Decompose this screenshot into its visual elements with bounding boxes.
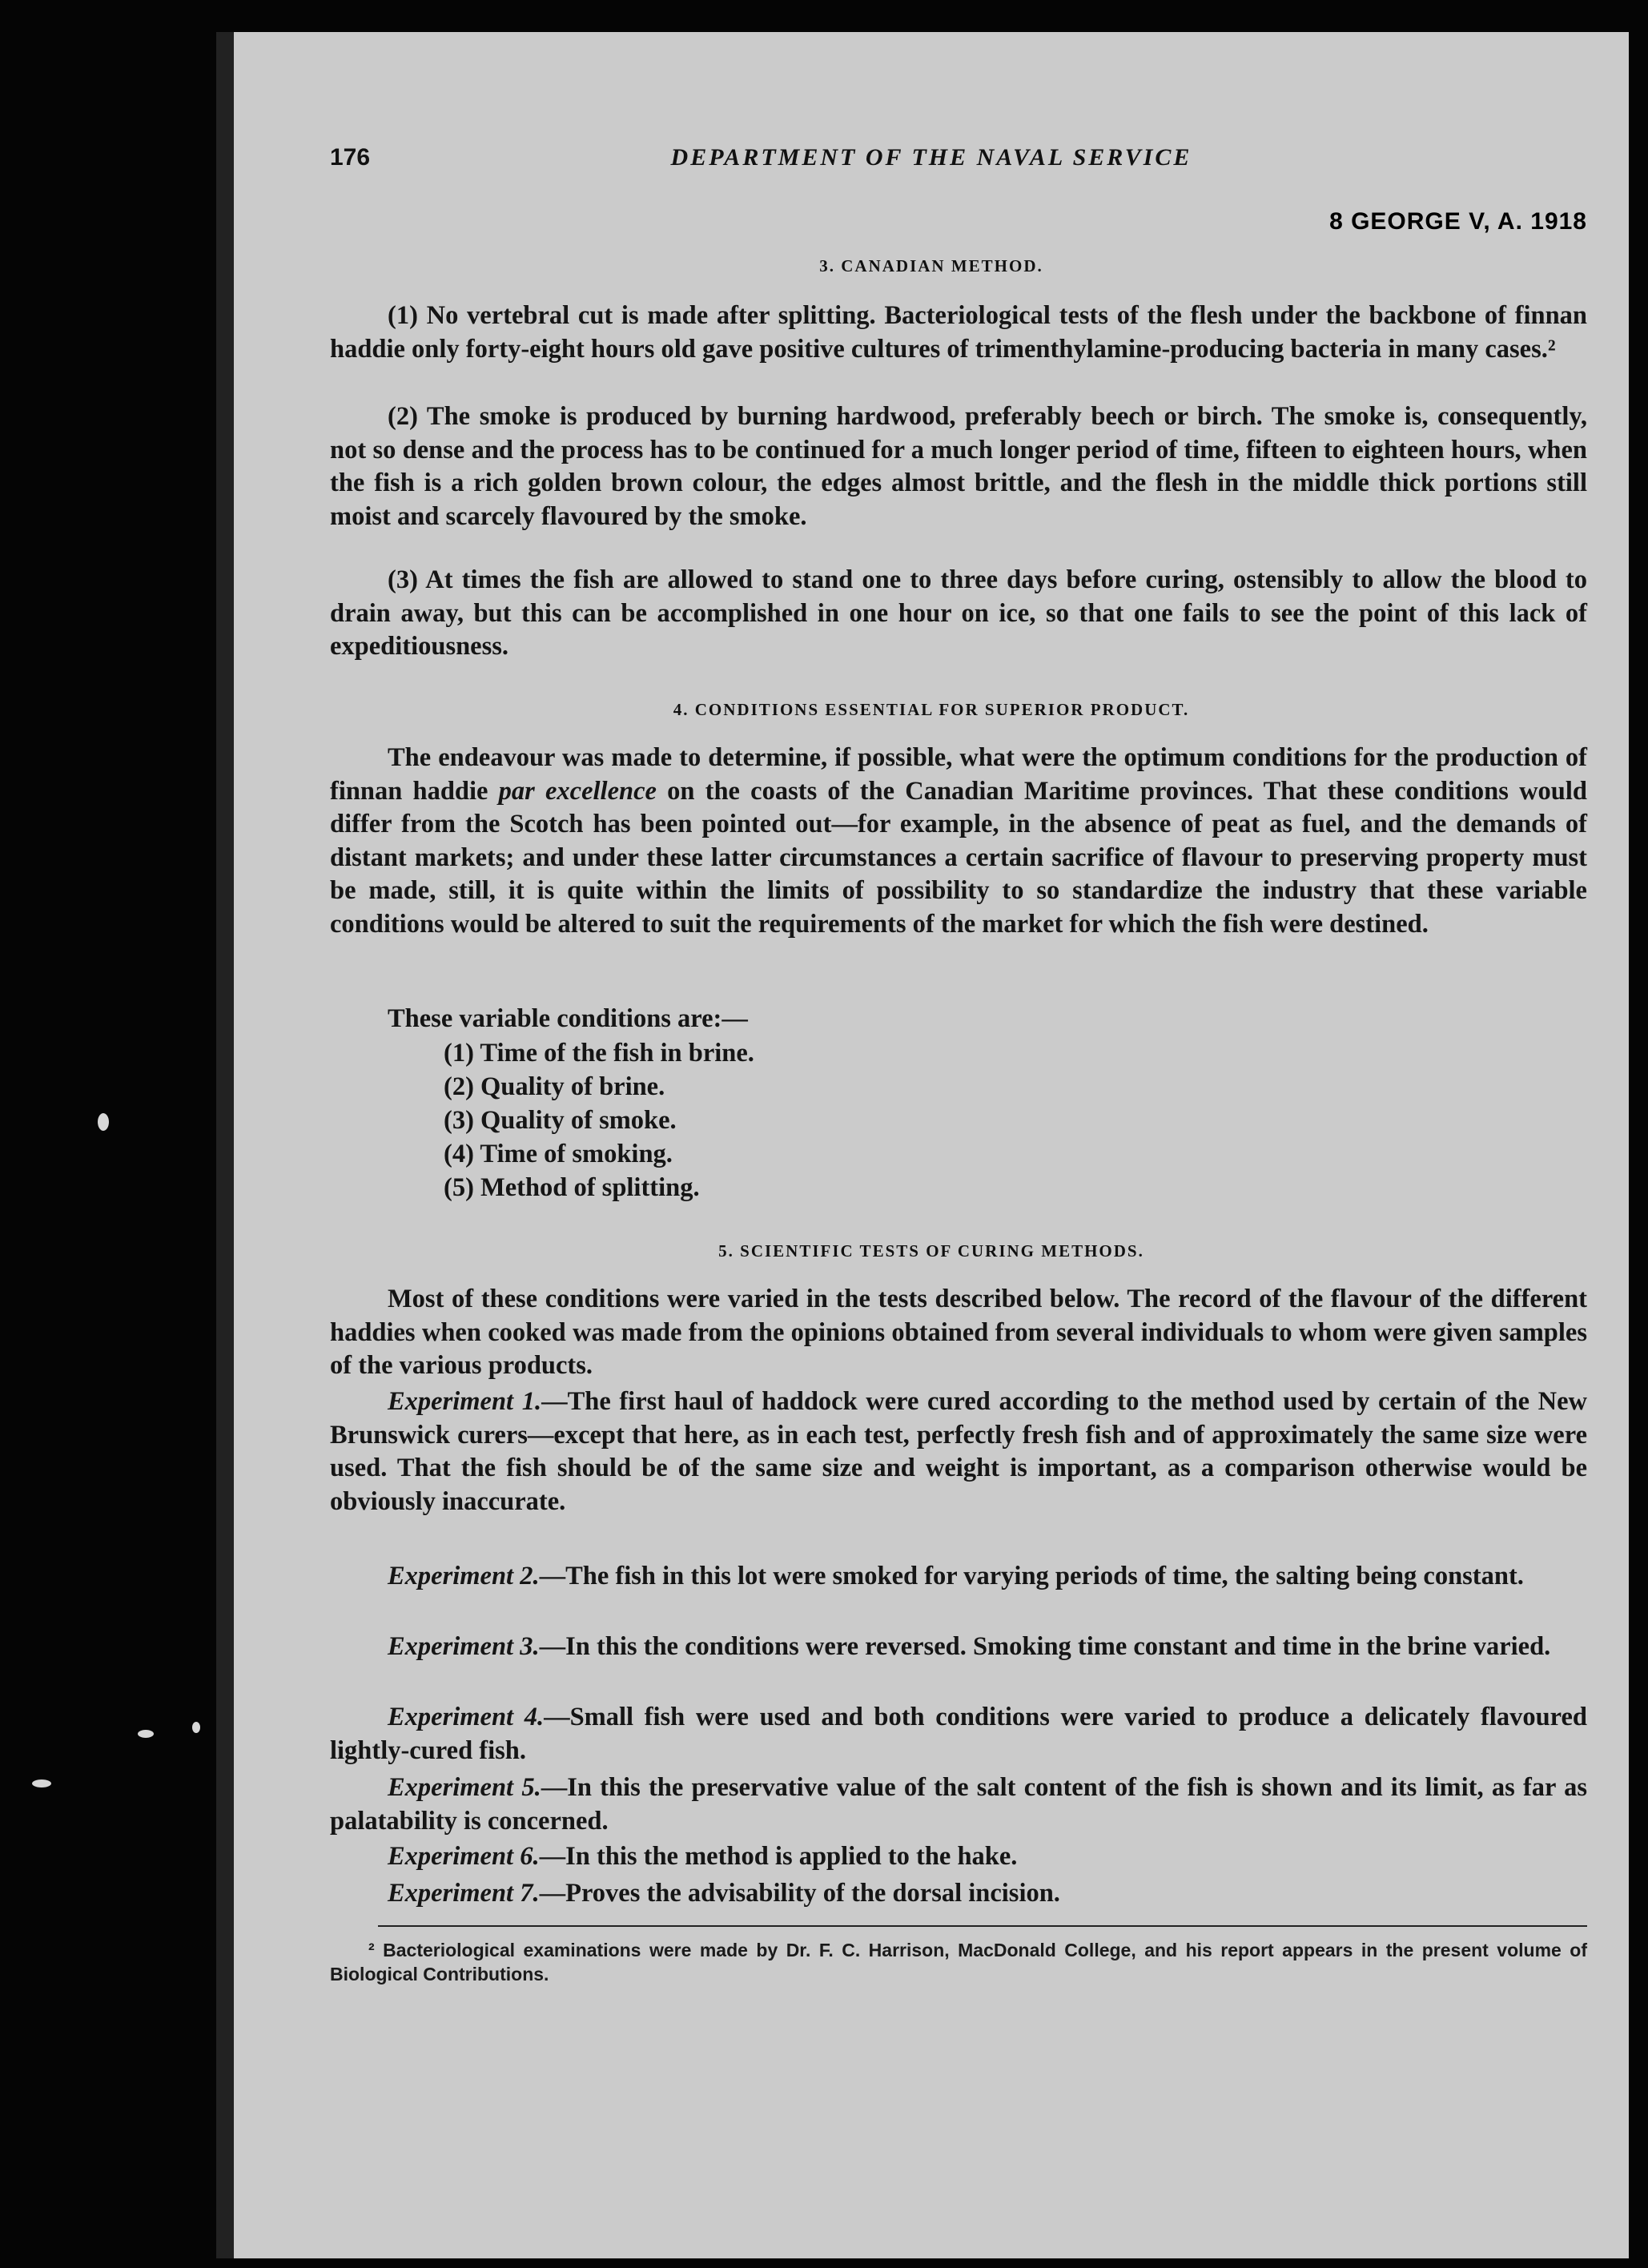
running-head: DEPARTMENT OF THE NAVAL SERVICE — [670, 144, 1192, 171]
paragraph-3-2: (2) The smoke is produced by burning hardwood, preferably beech or birch. The smoke is, consequently, not so dense and the process has to be continued for a much longer period of time, fifteen to eighteen hours, when the fish is a rich golden brown colour, the edges almost brittle, and the flesh in the middle thick portions still moist and scarcely flavoured by the smoke. — [330, 402, 1587, 531]
experiment-paragraph — [330, 1560, 1587, 1594]
experiment-paragraph — [330, 1771, 1587, 1838]
experiment-label: Experiment 5. — [388, 1773, 541, 1802]
paragraph-4-1-start: The endeavour was made to determine, if possible, what were the optimum conditions for the production of finnan haddie — [330, 743, 1587, 806]
paragraph-4-2: These variable conditions are:— — [388, 1004, 748, 1033]
list-item: (5) Method of splitting. — [444, 1173, 700, 1202]
experiment-text: —The fish in this lot were smoked for varying periods of time, the salting being constant. — [539, 1562, 1524, 1590]
scan-speck — [138, 1730, 154, 1738]
experiment-text: —Proves the advisability of the dorsal incision. — [539, 1879, 1060, 1908]
experiment-label: Experiment 7. — [388, 1879, 540, 1908]
experiment-paragraph — [330, 1877, 1587, 1911]
scan-speck — [32, 1779, 51, 1787]
paragraph-3-3: (3) At times the fish are allowed to stand one to three days before curing, ostensibly to allow the blood to drain away, but this can be accomplished in one hour on ice, so that one fails to see the point of this lack of expeditiousness. — [330, 565, 1587, 661]
experiment-text: —In this the conditions were reversed. Smoking time constant and time in the brine varied. — [539, 1632, 1551, 1661]
experiment-paragraph — [330, 1385, 1587, 1518]
paragraph-4-1 — [330, 742, 1587, 941]
list-item: (2) Quality of brine. — [444, 1072, 665, 1101]
experiment-label: Experiment 1. — [388, 1387, 542, 1416]
experiment-paragraph — [330, 1631, 1587, 1664]
conditions-list — [444, 1036, 754, 1204]
paragraph-4-1-end: on the coasts of the Canadian Maritime provinces. That these conditions would differ from the Scotch has been pointed out—for example, in the absence of peat as fuel, and the demands of distant markets; and under these latter circumstances a certain sacrifice of flavour to preserving property must be made, still, it is quite within the limits of possibility to so standardize the industry that these variable conditions would be altered to suit the requirements of the market for which the fish were destined. — [330, 776, 1587, 939]
experiment-text: —The first haul of haddock were cured according to the method used by certain of the New Brunswick curers—except that here, as in each test, perfectly fresh fish and of approximately the same size were used. That the fish should be of the same size and weight is important, as a comparison otherwise would be obviously inaccurate. — [330, 1387, 1587, 1516]
scan-speck — [192, 1722, 200, 1733]
experiment-text: —In this the preservative value of the salt content of the fish is shown and its limit, as far as palatability is concerned. — [330, 1773, 1588, 1836]
paragraph-3-1: (1) No vertebral cut is made after splitting. Bacteriological tests of the flesh under the backbone of finnan haddie only forty-eight hours old gave positive cultures of trimenthylamine-producing bacteria in many cases.² — [330, 301, 1587, 364]
section-heading-5: 5. SCIENTIFIC TESTS OF CURING METHODS. — [718, 1241, 1144, 1261]
list-item: (1) Time of the fish in brine. — [444, 1039, 754, 1068]
experiment-label: Experiment 6. — [388, 1842, 540, 1871]
experiment-text: —In this the method is applied to the hake. — [539, 1842, 1018, 1871]
experiment-label: Experiment 4. — [388, 1703, 545, 1731]
experiment-label: Experiment 2. — [388, 1562, 540, 1590]
section-heading-4: 4. CONDITIONS ESSENTIAL FOR SUPERIOR PRODUCT. — [673, 700, 1190, 719]
experiment-text: —Small fish were used and both conditions were varied to produce a delicately flavoured lightly-cured fish. — [330, 1703, 1588, 1765]
experiment-label: Experiment 3. — [388, 1632, 540, 1661]
page-number: 176 — [330, 144, 371, 171]
footnote: ² Bacteriological examinations were made by Dr. F. C. Harrison, MacDonald College, and his report appears in the present volume of Biological Contributions. — [330, 1940, 1587, 1984]
document-page — [234, 32, 1629, 2258]
page-header — [234, 144, 1629, 192]
paragraph-5-intro: Most of these conditions were varied in the tests described below. The record of the flavour of the different haddies when cooked was made from the opinions obtained from several individuals to whom were given samples of the various products. — [330, 1285, 1587, 1380]
italic-phrase: par excellence — [498, 776, 657, 806]
section-heading-3: 3. CANADIAN METHOD. — [819, 256, 1043, 275]
footnote-rule — [378, 1925, 1587, 1927]
list-item: (4) Time of smoking. — [444, 1140, 673, 1168]
scan-binding-edge — [216, 32, 234, 2258]
session-line: 8 GEORGE V, A. 1918 — [1329, 208, 1587, 235]
scan-speck — [98, 1113, 109, 1131]
list-item: (3) Quality of smoke. — [444, 1106, 677, 1135]
experiment-paragraph — [330, 1840, 1587, 1874]
experiment-paragraph — [330, 1701, 1587, 1767]
